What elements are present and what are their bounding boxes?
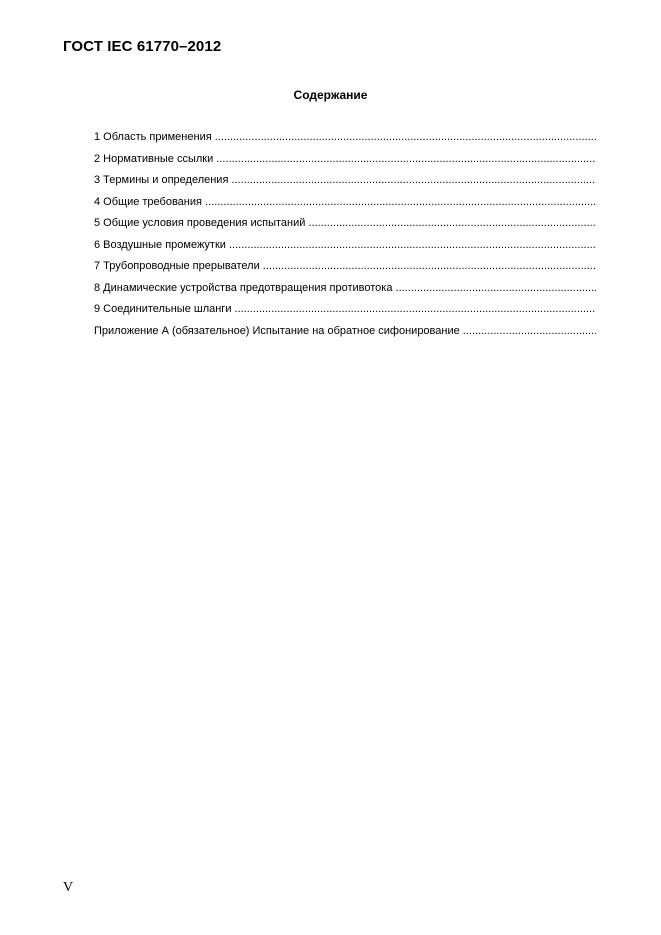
toc-item-label: 9 Соединительные шланги ..... <box>94 303 596 315</box>
toc-item[interactable] <box>94 281 596 303</box>
toc-item-label: 6 Воздушные промежутки ..... <box>94 239 596 251</box>
toc-item-label: Приложение А (обязательное) Испытание на обратное сифонирование ..... <box>94 325 596 337</box>
page-number: V <box>63 880 74 895</box>
toc-item[interactable] <box>94 195 596 217</box>
toc-item-label: 3 Термины и определения ..... <box>94 174 596 186</box>
toc-item[interactable] <box>94 130 596 152</box>
toc-item[interactable] <box>94 173 596 195</box>
toc-item[interactable] <box>94 324 596 346</box>
toc-item-label: 2 Нормативные ссылки ..... <box>94 153 596 165</box>
toc-item-label: 4 Общие требования ..... <box>94 196 596 208</box>
toc-item-label: 5 Общие условия проведения испытаний ..... <box>94 217 596 229</box>
table-of-contents <box>94 130 596 345</box>
toc-item-label: 7 Трубопроводные прерыватели ..... <box>94 260 596 272</box>
toc-item[interactable] <box>94 152 596 174</box>
toc-item[interactable] <box>94 259 596 281</box>
toc-title: Содержание <box>293 88 368 102</box>
toc-item[interactable] <box>94 302 596 324</box>
toc-item-label: 1 Область применения ..... <box>94 131 596 143</box>
toc-item-label: 8 Динамические устройства предотвращения противотока ..... <box>94 282 596 294</box>
toc-item[interactable] <box>94 216 596 238</box>
document-code: ГОСТ IEC 61770–2012 <box>63 38 222 55</box>
toc-item[interactable] <box>94 238 596 260</box>
